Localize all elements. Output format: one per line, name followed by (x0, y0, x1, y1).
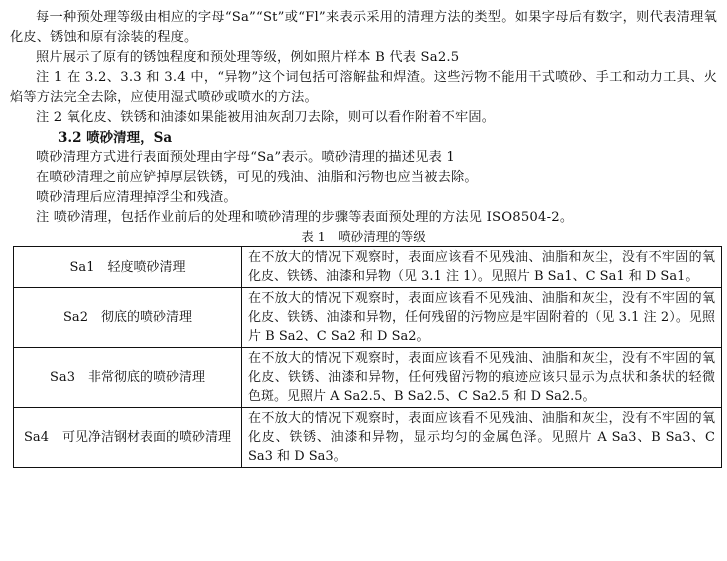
description-cell: 在不放大的情况下观察时，表面应该看不见残油、油脂和灰尘，没有不牢固的氧化皮、铁锈、油漆和异物，任何残留的污物应是牢固附着的（见 3.1 注 2）。见照片 B Sa2、C Sa2 和 D Sa2。 (242, 288, 722, 348)
section-note: 注 喷砂清理，包括作业前后的处理和喷砂清理的步骤等表面预处理的方法见 ISO8504-2。 (36, 210, 574, 225)
grade-cell: Sa4 可见净洁钢材表面的喷砂清理 (14, 408, 242, 468)
grade-cell: Sa1 轻度喷砂清理 (14, 247, 242, 288)
note-2: 注 2 氧化皮、铁锈和油漆如果能被用油灰刮刀去除，则可以看作附着不牢固。 (36, 110, 496, 125)
intro-paragraph: 每一种预处理等级由相应的字母“Sa”“St”或“Fl”来表示采用的清理方法的类型。如果字母后有数字，则代表清理氧化皮、锈蚀和原有涂装的程度。 (10, 10, 717, 45)
description-cell: 在不放大的情况下观察时，表面应该看不见残油、油脂和灰尘，没有不牢固的氧化皮、铁锈、油漆和异物（见 3.1 注 1）。见照片 B Sa1、C Sa1 和 D Sa1。 (242, 247, 722, 288)
description-cell: 在不放大的情况下观察时，表面应该看不见残油、油脂和灰尘，没有不牢固的氧化皮、铁锈、油漆和异物，显示均匀的金属色泽。见照片 A Sa3、B Sa3、C Sa3 和 D Sa3。 (242, 408, 722, 468)
grades-table (13, 246, 722, 468)
table-row (14, 348, 722, 408)
grade-cell: Sa2 彻底的喷砂清理 (14, 288, 242, 348)
table-caption: 表 1 喷砂清理的等级 (301, 229, 426, 244)
section-paragraph: 喷砂清理方式进行表面预处理由字母“Sa”表示。喷砂清理的描述见表 1 (36, 150, 456, 165)
section-paragraph: 喷砂清理后应清理掉浮尘和残渣。 (36, 190, 237, 205)
table-row (14, 247, 722, 288)
section-heading: 3.2 喷砂清理，Sa (58, 130, 173, 146)
table-row (14, 408, 722, 468)
photo-paragraph: 照片展示了原有的锈蚀程度和预处理等级，例如照片样本 B 代表 Sa2.5 (36, 50, 460, 65)
section-paragraph: 在喷砂清理之前应铲掉厚层铁锈，可见的残油、油脂和污物也应当被去除。 (36, 170, 478, 185)
grade-cell: Sa3 非常彻底的喷砂清理 (14, 348, 242, 408)
note-1: 注 1 在 3.2、3.3 和 3.4 中，“异物”这个词包括可溶解盐和焊渣。这些污物不能用干式喷砂、手工和动力工具、火焰等方法完全去除，应使用湿式喷砂或喷水的方法。 (10, 70, 717, 105)
description-cell: 在不放大的情况下观察时，表面应该看不见残油、油脂和灰尘，没有不牢固的氧化皮、铁锈、油漆和异物，任何残留污物的痕迹应该只显示为点状和条状的轻微色斑。见照片 A Sa2.5、B Sa2.5、C Sa2.5 和 D Sa2.5。 (242, 348, 722, 408)
table-row (14, 288, 722, 348)
